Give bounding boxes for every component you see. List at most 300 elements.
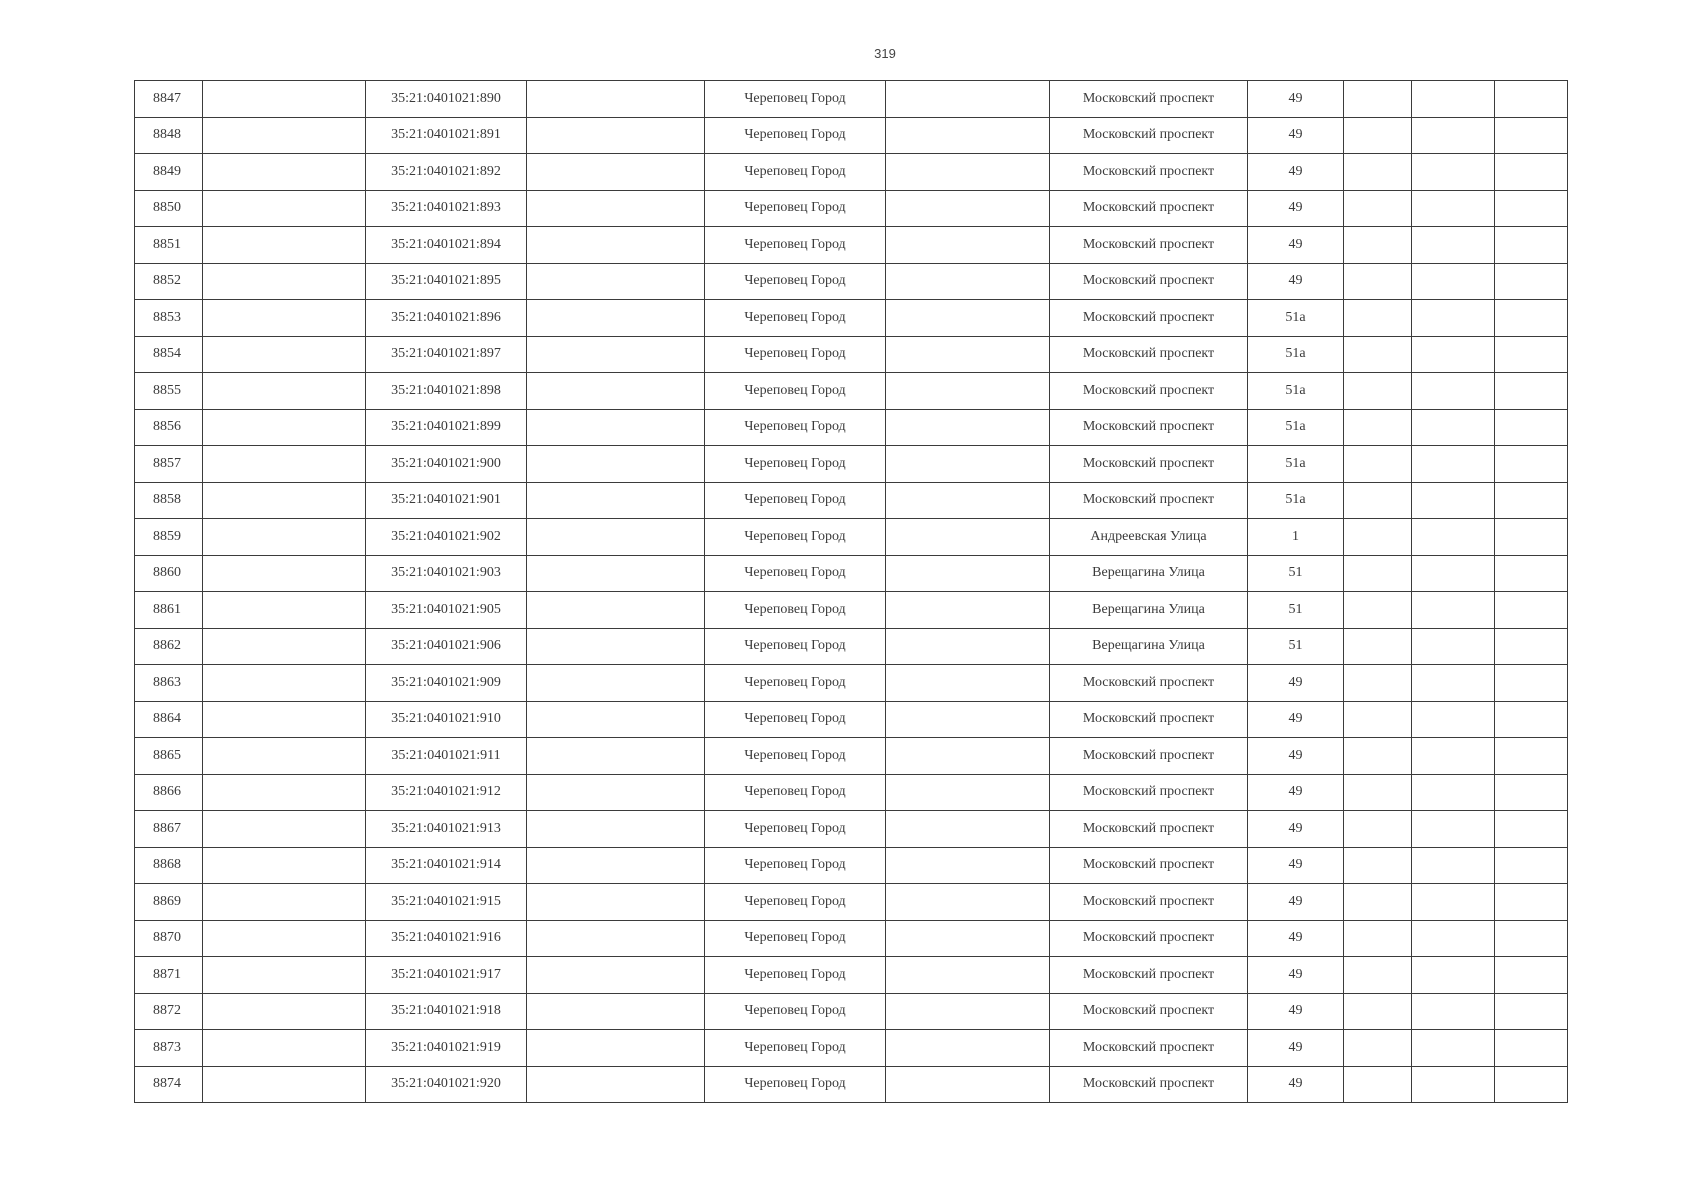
empty-cell <box>1344 519 1412 556</box>
registry-table <box>134 80 1568 1103</box>
city-cell: Череповец Город <box>705 1066 886 1103</box>
empty-cell <box>886 300 1050 337</box>
table-row <box>135 738 1568 775</box>
street-cell: Верещагина Улица <box>1050 592 1248 629</box>
street-cell: Московский проспект <box>1050 774 1248 811</box>
empty-cell <box>1344 592 1412 629</box>
empty-cell <box>1344 701 1412 738</box>
empty-cell <box>1344 336 1412 373</box>
empty-cell <box>203 1030 366 1067</box>
empty-cell <box>527 300 705 337</box>
house-number-cell: 51 <box>1248 592 1344 629</box>
empty-cell <box>527 117 705 154</box>
empty-cell <box>527 1030 705 1067</box>
cadastral-number-cell: 35:21:0401021:918 <box>366 993 527 1030</box>
empty-cell <box>203 1066 366 1103</box>
city-cell: Череповец Город <box>705 1030 886 1067</box>
empty-cell <box>527 957 705 994</box>
city-cell: Череповец Город <box>705 81 886 118</box>
row-number-cell: 8862 <box>135 628 203 665</box>
empty-cell <box>527 336 705 373</box>
house-number-cell: 51а <box>1248 336 1344 373</box>
city-cell: Череповец Город <box>705 628 886 665</box>
empty-cell <box>527 920 705 957</box>
city-cell: Череповец Город <box>705 446 886 483</box>
empty-cell <box>1495 774 1568 811</box>
empty-cell <box>1495 738 1568 775</box>
row-number-cell: 8857 <box>135 446 203 483</box>
empty-cell <box>886 774 1050 811</box>
street-cell: Московский проспект <box>1050 738 1248 775</box>
row-number-cell: 8866 <box>135 774 203 811</box>
row-number-cell: 8854 <box>135 336 203 373</box>
table-row <box>135 482 1568 519</box>
empty-cell <box>1495 957 1568 994</box>
table-row <box>135 993 1568 1030</box>
house-number-cell: 49 <box>1248 227 1344 264</box>
empty-cell <box>1495 409 1568 446</box>
empty-cell <box>1495 665 1568 702</box>
empty-cell <box>1412 1066 1495 1103</box>
city-cell: Череповец Город <box>705 993 886 1030</box>
empty-cell <box>1495 81 1568 118</box>
house-number-cell: 49 <box>1248 884 1344 921</box>
row-number-cell: 8865 <box>135 738 203 775</box>
empty-cell <box>203 993 366 1030</box>
empty-cell <box>527 884 705 921</box>
empty-cell <box>527 555 705 592</box>
empty-cell <box>1344 738 1412 775</box>
empty-cell <box>527 446 705 483</box>
city-cell: Череповец Город <box>705 300 886 337</box>
table-row <box>135 847 1568 884</box>
cadastral-number-cell: 35:21:0401021:895 <box>366 263 527 300</box>
empty-cell <box>1344 1066 1412 1103</box>
cadastral-number-cell: 35:21:0401021:905 <box>366 592 527 629</box>
empty-cell <box>1495 519 1568 556</box>
empty-cell <box>527 701 705 738</box>
empty-cell <box>527 847 705 884</box>
empty-cell <box>1344 847 1412 884</box>
cadastral-number-cell: 35:21:0401021:896 <box>366 300 527 337</box>
empty-cell <box>1495 446 1568 483</box>
empty-cell <box>203 190 366 227</box>
empty-cell <box>1495 190 1568 227</box>
cadastral-number-cell: 35:21:0401021:910 <box>366 701 527 738</box>
house-number-cell: 49 <box>1248 154 1344 191</box>
empty-cell <box>886 446 1050 483</box>
cadastral-number-cell: 35:21:0401021:915 <box>366 884 527 921</box>
cadastral-number-cell: 35:21:0401021:903 <box>366 555 527 592</box>
street-cell: Московский проспект <box>1050 409 1248 446</box>
empty-cell <box>203 920 366 957</box>
house-number-cell: 49 <box>1248 811 1344 848</box>
street-cell: Московский проспект <box>1050 227 1248 264</box>
empty-cell <box>886 336 1050 373</box>
row-number-cell: 8864 <box>135 701 203 738</box>
row-number-cell: 8851 <box>135 227 203 264</box>
house-number-cell: 49 <box>1248 665 1344 702</box>
empty-cell <box>886 482 1050 519</box>
city-cell: Череповец Город <box>705 884 886 921</box>
cadastral-number-cell: 35:21:0401021:893 <box>366 190 527 227</box>
empty-cell <box>1412 300 1495 337</box>
empty-cell <box>1344 190 1412 227</box>
cadastral-number-cell: 35:21:0401021:892 <box>366 154 527 191</box>
empty-cell <box>1495 482 1568 519</box>
city-cell: Череповец Город <box>705 373 886 410</box>
house-number-cell: 49 <box>1248 190 1344 227</box>
empty-cell <box>203 847 366 884</box>
table-row <box>135 1066 1568 1103</box>
empty-cell <box>886 519 1050 556</box>
empty-cell <box>1412 555 1495 592</box>
empty-cell <box>1495 701 1568 738</box>
house-number-cell: 49 <box>1248 1030 1344 1067</box>
row-number-cell: 8867 <box>135 811 203 848</box>
empty-cell <box>1412 920 1495 957</box>
empty-cell <box>203 117 366 154</box>
empty-cell <box>886 1066 1050 1103</box>
empty-cell <box>527 154 705 191</box>
empty-cell <box>1412 446 1495 483</box>
cadastral-number-cell: 35:21:0401021:914 <box>366 847 527 884</box>
street-cell: Московский проспект <box>1050 446 1248 483</box>
table-row <box>135 957 1568 994</box>
street-cell: Московский проспект <box>1050 117 1248 154</box>
city-cell: Череповец Город <box>705 847 886 884</box>
house-number-cell: 49 <box>1248 701 1344 738</box>
street-cell: Московский проспект <box>1050 1030 1248 1067</box>
empty-cell <box>1412 482 1495 519</box>
empty-cell <box>1412 628 1495 665</box>
empty-cell <box>886 847 1050 884</box>
cadastral-number-cell: 35:21:0401021:890 <box>366 81 527 118</box>
city-cell: Череповец Город <box>705 482 886 519</box>
house-number-cell: 49 <box>1248 263 1344 300</box>
house-number-cell: 51а <box>1248 482 1344 519</box>
empty-cell <box>1495 592 1568 629</box>
empty-cell <box>203 81 366 118</box>
empty-cell <box>886 665 1050 702</box>
city-cell: Череповец Город <box>705 263 886 300</box>
empty-cell <box>1344 227 1412 264</box>
table-row <box>135 81 1568 118</box>
house-number-cell: 49 <box>1248 738 1344 775</box>
empty-cell <box>203 884 366 921</box>
row-number-cell: 8874 <box>135 1066 203 1103</box>
empty-cell <box>886 263 1050 300</box>
row-number-cell: 8848 <box>135 117 203 154</box>
empty-cell <box>527 81 705 118</box>
empty-cell <box>1412 847 1495 884</box>
empty-cell <box>1412 993 1495 1030</box>
street-cell: Московский проспект <box>1050 300 1248 337</box>
empty-cell <box>203 628 366 665</box>
city-cell: Череповец Город <box>705 555 886 592</box>
empty-cell <box>527 628 705 665</box>
empty-cell <box>527 409 705 446</box>
table-row <box>135 555 1568 592</box>
table-row <box>135 701 1568 738</box>
house-number-cell: 49 <box>1248 920 1344 957</box>
empty-cell <box>203 263 366 300</box>
row-number-cell: 8861 <box>135 592 203 629</box>
cadastral-number-cell: 35:21:0401021:899 <box>366 409 527 446</box>
row-number-cell: 8869 <box>135 884 203 921</box>
empty-cell <box>1412 263 1495 300</box>
table-row <box>135 519 1568 556</box>
row-number-cell: 8855 <box>135 373 203 410</box>
table-row <box>135 154 1568 191</box>
table-row <box>135 920 1568 957</box>
table-row <box>135 373 1568 410</box>
empty-cell <box>1412 701 1495 738</box>
empty-cell <box>1495 920 1568 957</box>
empty-cell <box>886 811 1050 848</box>
street-cell: Московский проспект <box>1050 81 1248 118</box>
cadastral-number-cell: 35:21:0401021:906 <box>366 628 527 665</box>
empty-cell <box>203 154 366 191</box>
row-number-cell: 8847 <box>135 81 203 118</box>
empty-cell <box>1344 300 1412 337</box>
empty-cell <box>203 738 366 775</box>
empty-cell <box>1412 409 1495 446</box>
empty-cell <box>1495 847 1568 884</box>
city-cell: Череповец Город <box>705 920 886 957</box>
row-number-cell: 8858 <box>135 482 203 519</box>
house-number-cell: 1 <box>1248 519 1344 556</box>
table-row <box>135 300 1568 337</box>
city-cell: Череповец Город <box>705 592 886 629</box>
row-number-cell: 8850 <box>135 190 203 227</box>
empty-cell <box>1344 446 1412 483</box>
table-row <box>135 336 1568 373</box>
empty-cell <box>886 957 1050 994</box>
empty-cell <box>1495 227 1568 264</box>
empty-cell <box>1412 154 1495 191</box>
house-number-cell: 51 <box>1248 555 1344 592</box>
cadastral-number-cell: 35:21:0401021:897 <box>366 336 527 373</box>
row-number-cell: 8852 <box>135 263 203 300</box>
empty-cell <box>1495 555 1568 592</box>
empty-cell <box>527 263 705 300</box>
empty-cell <box>886 190 1050 227</box>
empty-cell <box>1495 1030 1568 1067</box>
empty-cell <box>1412 519 1495 556</box>
empty-cell <box>1495 300 1568 337</box>
street-cell: Московский проспект <box>1050 263 1248 300</box>
city-cell: Череповец Город <box>705 957 886 994</box>
empty-cell <box>886 373 1050 410</box>
empty-cell <box>1495 1066 1568 1103</box>
house-number-cell: 51а <box>1248 300 1344 337</box>
empty-cell <box>203 227 366 264</box>
city-cell: Череповец Город <box>705 154 886 191</box>
empty-cell <box>886 227 1050 264</box>
empty-cell <box>1412 227 1495 264</box>
city-cell: Череповец Город <box>705 409 886 446</box>
empty-cell <box>886 920 1050 957</box>
row-number-cell: 8860 <box>135 555 203 592</box>
row-number-cell: 8870 <box>135 920 203 957</box>
city-cell: Череповец Город <box>705 811 886 848</box>
table-row <box>135 227 1568 264</box>
empty-cell <box>1344 774 1412 811</box>
house-number-cell: 49 <box>1248 1066 1344 1103</box>
cadastral-number-cell: 35:21:0401021:912 <box>366 774 527 811</box>
table-row <box>135 884 1568 921</box>
empty-cell <box>1344 117 1412 154</box>
empty-cell <box>1412 117 1495 154</box>
empty-cell <box>886 993 1050 1030</box>
house-number-cell: 49 <box>1248 117 1344 154</box>
empty-cell <box>1412 957 1495 994</box>
empty-cell <box>203 373 366 410</box>
empty-cell <box>1344 154 1412 191</box>
empty-cell <box>886 555 1050 592</box>
cadastral-number-cell: 35:21:0401021:913 <box>366 811 527 848</box>
empty-cell <box>1412 373 1495 410</box>
row-number-cell: 8849 <box>135 154 203 191</box>
empty-cell <box>527 519 705 556</box>
house-number-cell: 51а <box>1248 409 1344 446</box>
empty-cell <box>886 1030 1050 1067</box>
empty-cell <box>1412 81 1495 118</box>
empty-cell <box>527 1066 705 1103</box>
empty-cell <box>1495 263 1568 300</box>
registry-table-body <box>135 81 1568 1103</box>
empty-cell <box>203 409 366 446</box>
empty-cell <box>1344 263 1412 300</box>
empty-cell <box>203 555 366 592</box>
empty-cell <box>203 811 366 848</box>
empty-cell <box>1495 884 1568 921</box>
city-cell: Череповец Город <box>705 117 886 154</box>
table-row <box>135 190 1568 227</box>
empty-cell <box>1344 628 1412 665</box>
table-row <box>135 592 1568 629</box>
cadastral-number-cell: 35:21:0401021:900 <box>366 446 527 483</box>
empty-cell <box>527 665 705 702</box>
empty-cell <box>527 482 705 519</box>
table-row <box>135 409 1568 446</box>
row-number-cell: 8853 <box>135 300 203 337</box>
table-row <box>135 665 1568 702</box>
street-cell: Андреевская Улица <box>1050 519 1248 556</box>
house-number-cell: 49 <box>1248 81 1344 118</box>
empty-cell <box>203 665 366 702</box>
row-number-cell: 8873 <box>135 1030 203 1067</box>
row-number-cell: 8871 <box>135 957 203 994</box>
empty-cell <box>886 409 1050 446</box>
street-cell: Московский проспект <box>1050 957 1248 994</box>
cadastral-number-cell: 35:21:0401021:898 <box>366 373 527 410</box>
empty-cell <box>1344 884 1412 921</box>
empty-cell <box>886 592 1050 629</box>
empty-cell <box>203 336 366 373</box>
row-number-cell: 8863 <box>135 665 203 702</box>
street-cell: Московский проспект <box>1050 154 1248 191</box>
street-cell: Верещагина Улица <box>1050 555 1248 592</box>
empty-cell <box>1412 811 1495 848</box>
cadastral-number-cell: 35:21:0401021:891 <box>366 117 527 154</box>
empty-cell <box>1344 555 1412 592</box>
street-cell: Московский проспект <box>1050 665 1248 702</box>
empty-cell <box>527 993 705 1030</box>
table-row <box>135 446 1568 483</box>
empty-cell <box>527 738 705 775</box>
empty-cell <box>203 592 366 629</box>
city-cell: Череповец Город <box>705 190 886 227</box>
house-number-cell: 49 <box>1248 847 1344 884</box>
empty-cell <box>1344 1030 1412 1067</box>
street-cell: Московский проспект <box>1050 993 1248 1030</box>
empty-cell <box>886 81 1050 118</box>
empty-cell <box>1344 409 1412 446</box>
empty-cell <box>1495 373 1568 410</box>
cadastral-number-cell: 35:21:0401021:920 <box>366 1066 527 1103</box>
cadastral-number-cell: 35:21:0401021:919 <box>366 1030 527 1067</box>
empty-cell <box>203 774 366 811</box>
house-number-cell: 51а <box>1248 446 1344 483</box>
table-row <box>135 628 1568 665</box>
street-cell: Московский проспект <box>1050 373 1248 410</box>
street-cell: Московский проспект <box>1050 1066 1248 1103</box>
city-cell: Череповец Город <box>705 738 886 775</box>
street-cell: Верещагина Улица <box>1050 628 1248 665</box>
cadastral-number-cell: 35:21:0401021:909 <box>366 665 527 702</box>
house-number-cell: 51 <box>1248 628 1344 665</box>
row-number-cell: 8856 <box>135 409 203 446</box>
empty-cell <box>1412 738 1495 775</box>
empty-cell <box>203 482 366 519</box>
table-row <box>135 263 1568 300</box>
city-cell: Череповец Город <box>705 701 886 738</box>
empty-cell <box>886 117 1050 154</box>
cadastral-number-cell: 35:21:0401021:916 <box>366 920 527 957</box>
empty-cell <box>1344 811 1412 848</box>
table-row <box>135 774 1568 811</box>
row-number-cell: 8868 <box>135 847 203 884</box>
row-number-cell: 8872 <box>135 993 203 1030</box>
empty-cell <box>1412 665 1495 702</box>
empty-cell <box>203 957 366 994</box>
empty-cell <box>527 373 705 410</box>
empty-cell <box>886 154 1050 191</box>
empty-cell <box>1344 373 1412 410</box>
empty-cell <box>1344 482 1412 519</box>
street-cell: Московский проспект <box>1050 811 1248 848</box>
empty-cell <box>1412 592 1495 629</box>
city-cell: Череповец Город <box>705 336 886 373</box>
city-cell: Череповец Город <box>705 227 886 264</box>
empty-cell <box>1344 81 1412 118</box>
street-cell: Московский проспект <box>1050 847 1248 884</box>
table-row <box>135 811 1568 848</box>
empty-cell <box>1495 117 1568 154</box>
page-number: 319 <box>874 46 896 61</box>
house-number-cell: 49 <box>1248 993 1344 1030</box>
empty-cell <box>1344 993 1412 1030</box>
empty-cell <box>203 701 366 738</box>
empty-cell <box>886 701 1050 738</box>
empty-cell <box>527 592 705 629</box>
empty-cell <box>1344 665 1412 702</box>
empty-cell <box>203 519 366 556</box>
empty-cell <box>1412 190 1495 227</box>
street-cell: Московский проспект <box>1050 482 1248 519</box>
